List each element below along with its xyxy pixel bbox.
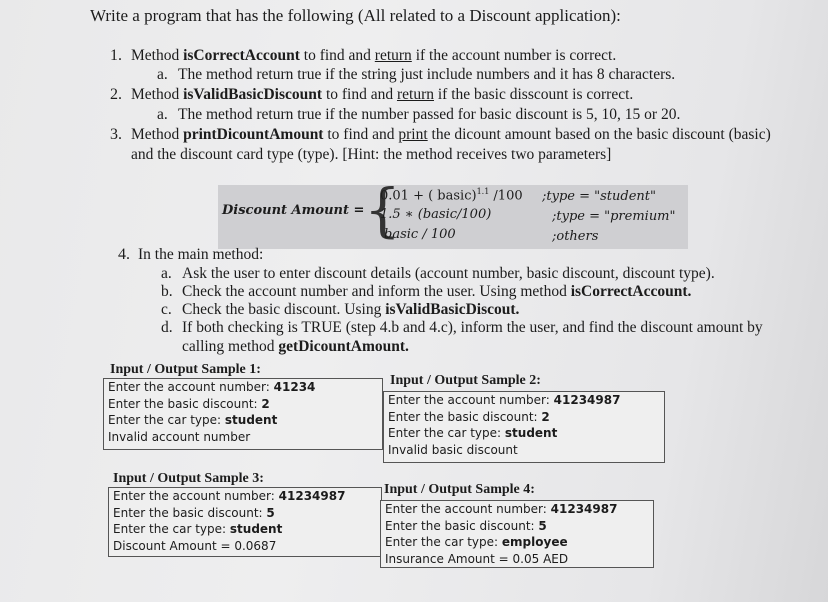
item-4a-text: Ask the user to enter discount details (account number, basic discount, discount type).	[182, 265, 715, 282]
sample-1-basic-label: Enter the basic discount:	[108, 396, 262, 411]
item-4-text: In the main method:	[138, 246, 264, 263]
item-4c-text	[182, 301, 519, 319]
item-2a-number: a.	[157, 106, 168, 123]
sample-4-account-line	[381, 501, 653, 518]
sample-2-type-label: Enter the car type:	[388, 426, 505, 440]
item-1-pre: Method	[131, 47, 184, 64]
item-2-text	[131, 86, 633, 104]
item-2-mid: to find and	[322, 86, 397, 103]
discount-formula	[218, 176, 688, 249]
item-3-post: the dicount amount based on the basic discount (basic)	[427, 126, 771, 143]
sample-2-type-line	[384, 425, 664, 442]
assignment-heading: Write a program that has the following (All related to a Discount application):	[90, 6, 621, 25]
item-4b-number: b.	[161, 283, 173, 300]
sample-1-account-value: 41234	[273, 380, 316, 394]
sample-2-basic-label: Enter the basic discount:	[388, 409, 542, 424]
item-4d-number: d.	[161, 319, 173, 336]
formula-case-1-expr: 0.01 + ( basic)	[380, 188, 477, 204]
sample-3-result: Discount Amount = 0.0687	[113, 538, 277, 553]
sample-4-basic-value: 5	[538, 518, 547, 533]
sample-2-account-line	[384, 392, 664, 409]
sample-2-result: Invalid basic discount	[388, 442, 518, 457]
sample-1-type-label: Enter the car type:	[108, 413, 225, 427]
sample-2-title: Input / Output Sample 2:	[390, 373, 541, 388]
item-4b-text	[182, 283, 691, 301]
sample-1-account-line	[104, 379, 382, 396]
sample-1-basic-value: 2	[261, 396, 270, 411]
sample-4-result: Insurance Amount = 0.05 AED	[385, 551, 569, 566]
sample-3-basic-line	[109, 505, 381, 522]
sample-2-basic-value: 2	[541, 409, 550, 424]
sample-1-type-value: student	[224, 413, 278, 427]
sample-3-type-label: Enter the car type:	[113, 522, 230, 536]
item-2a-text: The method return true if the number passed for basic discount is 5, 10, 15 or 20.	[178, 106, 681, 123]
sample-1-box	[103, 378, 383, 450]
sample-4-account-value: 41234987	[550, 502, 618, 516]
sample-4-title: Input / Output Sample 4:	[384, 482, 535, 497]
sample-3-title: Input / Output Sample 3:	[113, 471, 264, 486]
item-3-number: 3.	[110, 126, 122, 143]
formula-case-2: 1.5 ∗ (basic/100)	[380, 207, 492, 222]
sample-4-basic-label: Enter the basic discount:	[385, 518, 539, 533]
sample-3-type-value: student	[229, 522, 283, 536]
sample-2-account-value: 41234987	[553, 393, 621, 407]
sample-4-type-line	[381, 534, 653, 551]
item-2-verb: return	[396, 86, 434, 103]
sample-1-title: Input / Output Sample 1:	[110, 362, 261, 377]
item-4c-method-name: isValidBasicDiscout.	[385, 301, 520, 318]
item-4c-number: c.	[161, 301, 172, 318]
item-1a-text: The method return true if the string just include numbers and it has 8 characters.	[178, 66, 676, 83]
sample-1-result: Invalid account number	[108, 429, 251, 444]
formula-cond-3: ;others	[552, 229, 599, 244]
item-1-mid: to find and	[299, 47, 375, 64]
item-4-number: 4.	[118, 246, 130, 263]
item-1-number: 1.	[110, 47, 122, 64]
item-2-pre: Method	[131, 86, 184, 103]
item-4d-method-name: getDicountAmount.	[278, 338, 409, 355]
item-1-verb: return	[374, 47, 412, 64]
item-1-text	[131, 47, 616, 65]
sample-4-type-value: employee	[501, 535, 568, 549]
item-4d-text-line2	[182, 338, 409, 356]
sample-3-type-line	[109, 521, 381, 538]
item-3-mid: to find and	[323, 126, 399, 143]
sample-3-account-value: 41234987	[278, 489, 346, 503]
formula-brace: {	[364, 176, 401, 244]
sample-3-box	[108, 487, 382, 557]
item-4c-body: Check the basic discount. Using	[182, 301, 386, 318]
item-2-number: 2.	[110, 86, 122, 103]
item-4b-body: Check the account number and inform the user. Using method	[182, 283, 571, 300]
item-4d-text: If both checking is TRUE (step 4.b and 4.c), inform the user, and find the discount amount by	[182, 319, 763, 336]
sample-2-box	[383, 391, 665, 463]
sample-3-account-label: Enter the account number:	[113, 489, 279, 503]
formula-label: Discount Amount =	[222, 203, 365, 218]
sample-1-account-label: Enter the account number:	[108, 380, 274, 394]
item-3-text	[131, 126, 771, 144]
formula-case-1	[380, 187, 523, 203]
item-3-pre: Method	[131, 126, 184, 143]
formula-case-3: basic / 100	[384, 227, 456, 242]
sample-2-account-label: Enter the account number:	[388, 393, 554, 407]
formula-case-1-exponent: 1.1	[476, 187, 490, 196]
item-3-verb: print	[398, 126, 428, 143]
item-4d-body-line2: calling method	[182, 338, 279, 355]
sample-4-type-label: Enter the car type:	[385, 535, 502, 549]
sample-4-basic-line	[381, 518, 653, 535]
sample-2-type-value: student	[504, 426, 558, 440]
sample-1-basic-line	[104, 396, 382, 413]
formula-cond-1: ;type = "student"	[542, 189, 656, 204]
sample-2-basic-line	[384, 409, 664, 426]
item-1-post: if the account number is correct.	[411, 47, 617, 64]
item-4a-number: a.	[161, 265, 172, 282]
item-3-method-name: printDicountAmount	[183, 126, 324, 143]
item-4b-method-name: isCorrectAccount.	[570, 283, 692, 300]
item-1a-number: a.	[157, 66, 168, 83]
sample-4-box	[380, 500, 654, 568]
sample-3-basic-label: Enter the basic discount:	[113, 505, 267, 520]
formula-cond-2: ;type = "premium"	[552, 209, 676, 224]
item-1-method-name: isCorrectAccount	[183, 47, 300, 64]
formula-case-1-tail: /100	[489, 188, 523, 204]
sample-1-type-line	[104, 412, 382, 429]
sample-3-basic-value: 5	[266, 505, 275, 520]
item-3-text-line2: and the discount card type (type). [Hint: the method receives two parameters]	[131, 146, 612, 163]
item-2-method-name: isValidBasicDiscount	[183, 86, 323, 103]
item-2-post: if the basic disscount is correct.	[433, 86, 634, 103]
sample-3-account-line	[109, 488, 381, 505]
sample-4-account-label: Enter the account number:	[385, 502, 551, 516]
